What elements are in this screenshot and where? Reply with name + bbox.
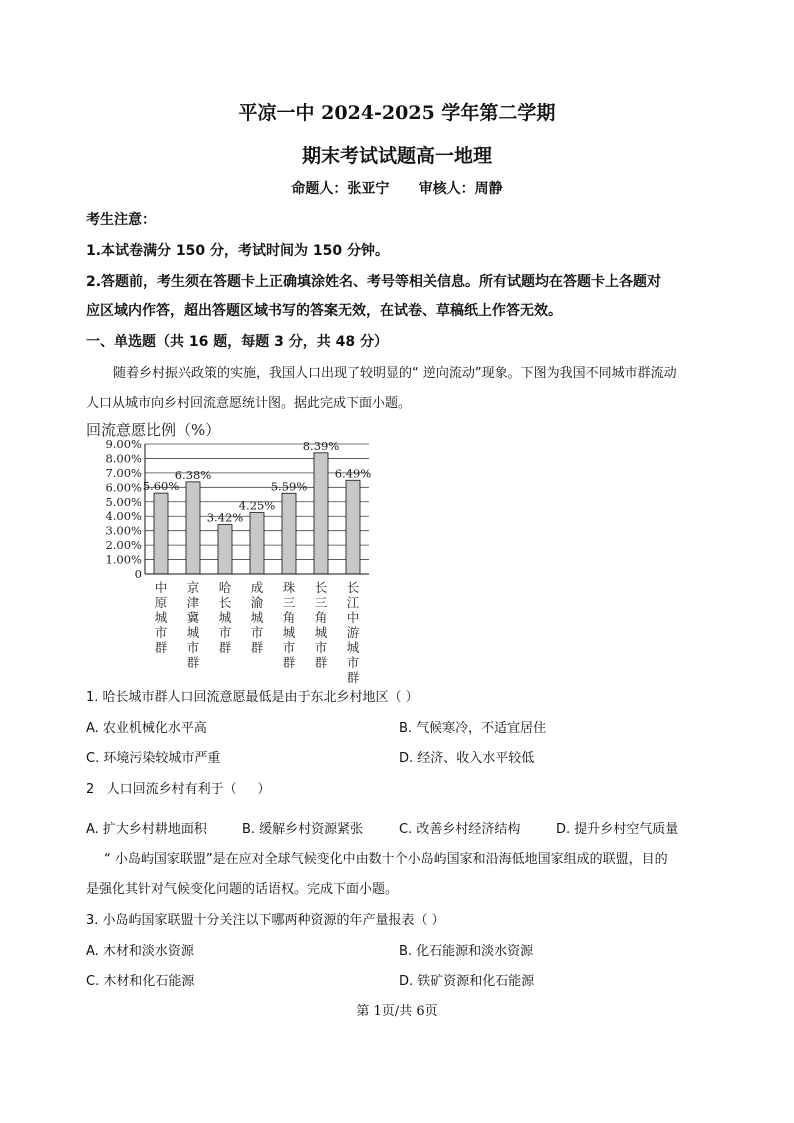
passage2-line2: 是强化其针对气候变化问题的话语权。完成下面小题。 xyxy=(86,882,399,897)
bar-value-label: 6.49% xyxy=(334,466,372,481)
notice-item-2-line1: 2.答题前，考生须在答题卡上正确填涂姓名、考号等相关信息。所有试题均在答题卡上各题对 xyxy=(86,274,662,290)
bar-value-label: 4.25% xyxy=(238,498,276,513)
q1-option-d[interactable]: D. 经济、收入水平较低 xyxy=(399,751,535,766)
bar-value-label: 8.39% xyxy=(302,438,340,453)
bar xyxy=(282,493,296,574)
notice-item-1: 1.本试卷满分 150 分，考试时间为 150 分钟。 xyxy=(86,243,390,259)
bar-value-label: 5.59% xyxy=(270,479,308,494)
y-tick-label: 8.00% xyxy=(105,451,142,466)
q2-option-d[interactable]: D. 提升乡村空气质量 xyxy=(556,822,679,837)
bar xyxy=(186,482,200,574)
q2-stem: 2 人口回流乡村有利于（ ） xyxy=(86,782,271,797)
chart-title: 回流意愿比例（%） xyxy=(86,421,221,439)
x-tick-label: 长三角城市群 xyxy=(314,580,328,670)
notice-heading: 考生注意： xyxy=(86,212,156,228)
x-tick-label: 成渝城市群 xyxy=(250,580,264,655)
y-tick-label: 2.00% xyxy=(105,538,142,553)
y-tick-label: 6.00% xyxy=(105,480,142,495)
page-footer: 第 1页/共 6页 xyxy=(356,1004,438,1019)
q1-option-b[interactable]: B. 气候寒冷，不适宜居住 xyxy=(399,721,547,736)
bar-value-label: 5.60% xyxy=(142,479,180,494)
q2-option-b[interactable]: B. 缓解乡村资源紧张 xyxy=(242,822,364,837)
q3-option-d[interactable]: D. 铁矿资源和化石能源 xyxy=(399,974,535,989)
q3-option-c[interactable]: C. 木材和化石能源 xyxy=(86,974,195,989)
y-tick-label: 4.00% xyxy=(105,509,142,524)
passage1-line2: 人口从城市向乡村回流意愿统计图。据此完成下面小题。 xyxy=(86,396,412,411)
section-heading: 一、单选题（共 16 题，每题 3 分，共 48 分） xyxy=(86,334,388,350)
q2-option-c[interactable]: C. 改善乡村经济结构 xyxy=(399,822,521,837)
x-tick-label: 哈长城市群 xyxy=(218,580,232,655)
y-tick-label: 9.00% xyxy=(105,437,142,451)
q1-stem: 1. 哈长城市群人口回流意愿最低是由于东北乡村地区（ ） xyxy=(86,690,419,705)
bar-value-label: 3.42% xyxy=(206,510,244,525)
q2-option-a[interactable]: A. 扩大乡村耕地面积 xyxy=(86,822,207,837)
notice-item-2-line2: 应区域内作答，超出答题区域书写的答案无效，在试卷、草稿纸上作答无效。 xyxy=(86,303,562,319)
exam-authors: 命题人：张亚宁 审核人：周静 xyxy=(291,181,503,197)
passage2-line1: “ 小岛屿国家联盟”是在应对全球气候变化中由数十个小岛屿国家和沿海低地国家组成的联盟，目的 xyxy=(104,852,668,867)
return-intention-chart xyxy=(86,420,386,685)
q1-option-a[interactable]: A. 农业机械化水平高 xyxy=(86,721,207,736)
q3-option-b[interactable]: B. 化石能源和淡水资源 xyxy=(399,944,534,959)
x-tick-label: 珠三角城市群 xyxy=(282,580,296,670)
q1-option-c[interactable]: C. 环境污染较城市严重 xyxy=(86,751,221,766)
y-tick-label: 7.00% xyxy=(105,465,142,480)
q3-option-a[interactable]: A. 木材和淡水资源 xyxy=(86,944,194,959)
chart-svg xyxy=(86,420,386,680)
exam-title-line1: 平凉一中 2024-2025 学年第二学期 xyxy=(238,102,556,124)
y-tick-label: 3.00% xyxy=(105,523,142,538)
y-tick-label: 1.00% xyxy=(105,552,142,567)
y-tick-label: 5.00% xyxy=(105,494,142,509)
q3-stem: 3. 小岛屿国家联盟十分关注以下哪两种资源的年产量报表（ ） xyxy=(86,913,445,928)
bar xyxy=(250,513,264,574)
y-tick-label: 0 xyxy=(134,567,142,581)
exam-title-line2: 期末考试试题高一地理 xyxy=(301,145,492,167)
x-tick-label: 京津冀城市群 xyxy=(186,580,200,670)
bar xyxy=(346,480,360,574)
bar xyxy=(314,453,328,574)
bar xyxy=(154,493,168,574)
passage1-line1: 随着乡村振兴政策的实施，我国人口出现了较明显的“ 逆向流动”现象。下图为我国不同城市群流动 xyxy=(113,366,677,381)
bar-value-label: 6.38% xyxy=(174,467,212,482)
bar xyxy=(218,525,232,574)
x-tick-label: 长江中游城市群 xyxy=(346,580,360,685)
x-tick-label: 中原城市群 xyxy=(154,580,168,655)
